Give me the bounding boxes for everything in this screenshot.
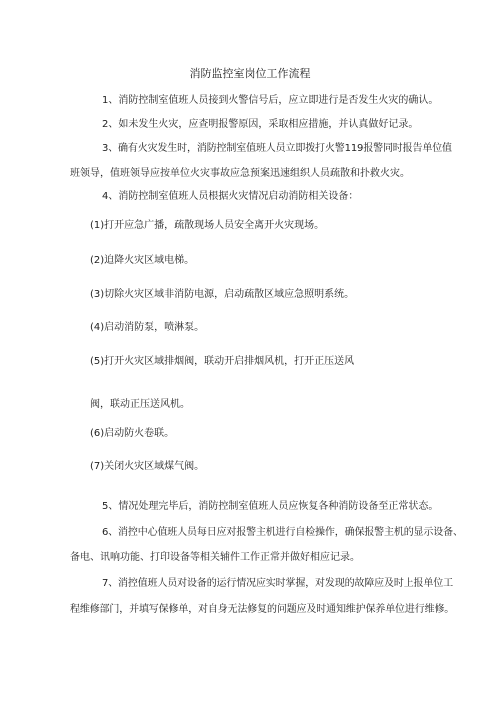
document-title: 消防监控室岗位工作流程 bbox=[189, 67, 311, 80]
list-item-2: (2)迫降火灾区域电梯。 bbox=[90, 255, 195, 266]
list-item-5-line-1: (5)打开火灾区域排烟阀，联动开启排烟风机，打开正压送风 bbox=[90, 356, 355, 367]
list-item-1: (1)打开应急广播，疏散现场人员安全离开火灾现场。 bbox=[90, 220, 325, 231]
list-item-6: (6)启动防火卷联。 bbox=[90, 428, 175, 439]
list-item-4: (4)启动消防泵，喷淋泵。 bbox=[90, 322, 205, 333]
list-item-5-line-2: 阀，联动正压送风机。 bbox=[90, 399, 190, 410]
paragraph-7-line-2: 程维修部门，并填写保修单，对自身无法修复的问题应及时通知维护保养单位进行维修。 bbox=[70, 604, 455, 615]
paragraph-3-line-1: 3、确有火灾发生时，消防控制室值班人员立即拨打火警119报警同时报告单位值 bbox=[102, 143, 452, 154]
paragraph-4: 4、消防控制室值班人员根据火灾情况启动消防相关设备： bbox=[102, 191, 359, 202]
paragraph-2: 2、如未发生火灾，应查明报警原因，采取相应措施，并认真做好记录。 bbox=[102, 119, 419, 130]
list-item-7: (7)关闭火灾区域煤气阀。 bbox=[90, 461, 205, 472]
paragraph-5: 5、情况处理完毕后，消防控制室值班人员应恢复各种消防设备至正常状态。 bbox=[102, 501, 439, 512]
list-item-3: (3)切除火灾区域非消防电源，启动疏散区域应急照明系统。 bbox=[90, 289, 355, 300]
paragraph-7-line-1: 7、消控值班人员对设备的运行情况应实时掌握，对发现的故障应及时上报单位工 bbox=[102, 578, 453, 589]
paragraph-1: 1、消防控制室值班人员接到火警信号后，应立即进行是否发生火灾的确认。 bbox=[102, 95, 439, 106]
paragraph-6-line-1: 6、消控中心值班人员每日应对报警主机进行自检操作，确保报警主机的显示设备、 bbox=[102, 527, 463, 538]
paragraph-6-line-2: 备电、讯响功能、打印设备等相关辅件工作正常并做好相应记录。 bbox=[70, 552, 360, 563]
paragraph-3-line-2: 班领导，值班领导应按单位火灾事故应急预案迅速组织人员疏散和扑救火灾。 bbox=[70, 168, 410, 179]
